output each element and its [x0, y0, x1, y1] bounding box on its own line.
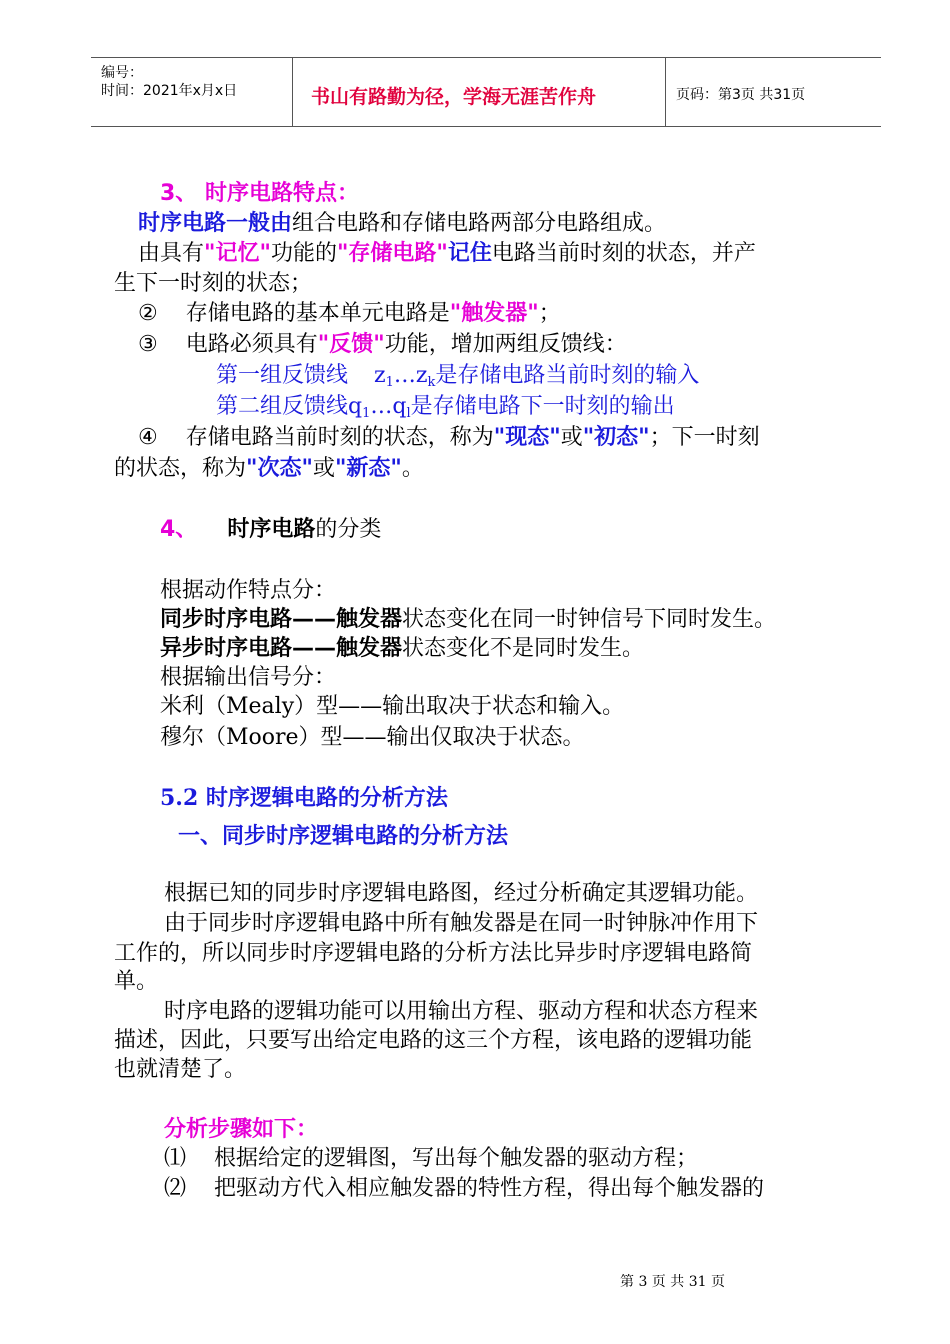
item3-end: 功能，增加两组反馈线：: [384, 332, 627, 357]
sec3-paragraph2: [138, 240, 756, 268]
fb1-z: z: [374, 363, 386, 388]
sec3-paragraph2-line2: 生下一时刻的状态；: [114, 271, 313, 296]
motto: 书山有路勤为径，学海无涯苦作舟: [311, 86, 597, 108]
sec4-sync-rest: 状态变化在同一时钟信号下同时发生。: [402, 607, 777, 632]
sec4-async-bold: 异步时序电路——触发器: [160, 636, 403, 661]
step1: [164, 1145, 698, 1173]
sec3-item4-line2: [114, 455, 424, 483]
sec52-p1: 根据已知的同步时序逻辑电路图，经过分析确定其逻辑功能。: [164, 881, 759, 906]
item4-or2: 或: [312, 456, 335, 481]
item2-flipflop: "触发器": [449, 301, 539, 326]
sec3-p2-c: 功能的: [270, 241, 337, 266]
item4-end: ；下一时刻: [649, 425, 760, 450]
sec3-p2-memory: "记忆": [204, 241, 271, 266]
fb2-dots: …q: [370, 394, 407, 419]
fb2-sub1: 1: [362, 406, 371, 421]
feedback-line-1: [216, 362, 699, 397]
sec52-p3-l3: 也就清楚了。: [114, 1057, 247, 1082]
sec3-paragraph1: [138, 210, 666, 238]
sec4-line3: [160, 635, 644, 663]
document-header: [91, 57, 881, 127]
section52-title: 5.2 时序逻辑电路的分析方法: [160, 785, 448, 811]
fb2-rest: 是存储电路下一时刻的输出: [410, 394, 675, 419]
time-label: 时间：2021年x月x日: [101, 83, 238, 99]
step2: [164, 1175, 764, 1203]
item4-new-state: "新态": [334, 456, 402, 481]
item4-number: ④: [138, 425, 158, 450]
item3-text: 电路必须具有: [185, 332, 318, 357]
sec3-p2-storage: "存储电路": [336, 241, 448, 266]
number-label: 编号：: [101, 65, 143, 81]
section3-title: 3、 时序电路特点：: [160, 181, 359, 206]
sec3-p2-remember: 记住: [447, 241, 492, 266]
sec4-number: 4、: [160, 517, 198, 542]
item4-l2-end: 。: [401, 456, 424, 481]
sec3-p2-a: 由具有: [138, 241, 205, 266]
sec4-line6: 穆尔（Moore）型——输出仅取决于状态。: [160, 725, 585, 750]
sec4-line1: 根据动作特点分：: [160, 578, 337, 603]
item3-number: ③: [138, 332, 158, 357]
item4-or1: 或: [560, 425, 583, 450]
sec3-item3: [138, 331, 627, 359]
fb1-dots: …z: [393, 363, 428, 388]
header-motto-cell: [293, 58, 666, 126]
item2-end: ；: [538, 301, 561, 326]
sec3-item2: [138, 300, 561, 328]
fb1-sub1: 1: [385, 375, 394, 390]
step1-text: 根据给定的逻辑图，写出每个触发器的驱动方程；: [214, 1146, 699, 1171]
item4-next-state: "次态": [246, 456, 313, 481]
page-label: 页码：第3页 共31页: [676, 87, 806, 103]
fb1-subk: k: [427, 375, 436, 390]
sec3-p1-rest: 组合电路和存储电路两部分电路组成。: [292, 211, 667, 236]
section52-subtitle: 一、同步时序逻辑电路的分析方法: [178, 824, 509, 849]
analysis-steps-title: 分析步骤如下：: [164, 1117, 319, 1142]
fb1-label: 第一组反馈线: [216, 363, 349, 388]
item2-text: 存储电路的基本单元电路是: [185, 301, 450, 326]
item4-l2-a: 的状态，称为: [114, 456, 247, 481]
sec3-item4: [138, 424, 760, 452]
sec4-line5: 米利（Mealy）型——输出取决于状态和输入。: [160, 694, 625, 719]
section4-title: [160, 516, 381, 544]
sec4-title-rest: 的分类: [315, 517, 382, 542]
fb2-subl: l: [406, 406, 411, 421]
sec4-title-bold: 时序电路: [227, 517, 316, 542]
item4-initial-state: "初态": [582, 425, 650, 450]
sec3-p2-f: 电路当前时刻的状态，并产: [491, 241, 756, 266]
step1-number: ⑴: [164, 1146, 187, 1171]
item3-feedback: "反馈": [317, 332, 385, 357]
sec52-p3-l1: 时序电路的逻辑功能可以用输出方程、驱动方程和状态方程来: [164, 999, 759, 1024]
step2-number: ⑵: [164, 1176, 187, 1201]
item2-number: ②: [138, 301, 158, 326]
page-footer: 第 3 页 共 31 页: [620, 1274, 725, 1290]
sec3-p1-bold: 时序电路一般由: [138, 211, 293, 236]
sec4-sync-bold: 同步时序电路——触发器: [160, 607, 403, 632]
sec52-p2-l1: 由于同步时序逻辑电路中所有触发器是在同一时钟脉冲作用下: [164, 911, 759, 936]
feedback-line-2: [216, 393, 675, 428]
fb1-rest: 是存储电路当前时刻的输入: [435, 363, 700, 388]
sec52-p3-l2: 描述，因此，只要写出给定电路的这三个方程，该电路的逻辑功能: [114, 1028, 753, 1053]
header-left-cell: [91, 58, 293, 126]
sec52-p2-l2: 工作的，所以同步时序逻辑电路的分析方法比异步时序逻辑电路简: [114, 941, 753, 966]
sec52-p2-l3: 单。: [114, 969, 159, 994]
item4-current-state: "现态": [493, 425, 561, 450]
item4-text: 存储电路当前时刻的状态，称为: [185, 425, 494, 450]
sec4-line4: 根据输出信号分：: [160, 665, 337, 690]
sec4-line2: [160, 606, 776, 634]
fb2-q: q: [348, 394, 363, 419]
step2-text: 把驱动方代入相应触发器的特性方程，得出每个触发器的: [214, 1176, 765, 1201]
fb2-label: 第二组反馈线: [216, 394, 349, 419]
sec4-async-rest: 状态变化不是同时发生。: [402, 636, 645, 661]
header-page-cell: [666, 58, 881, 126]
